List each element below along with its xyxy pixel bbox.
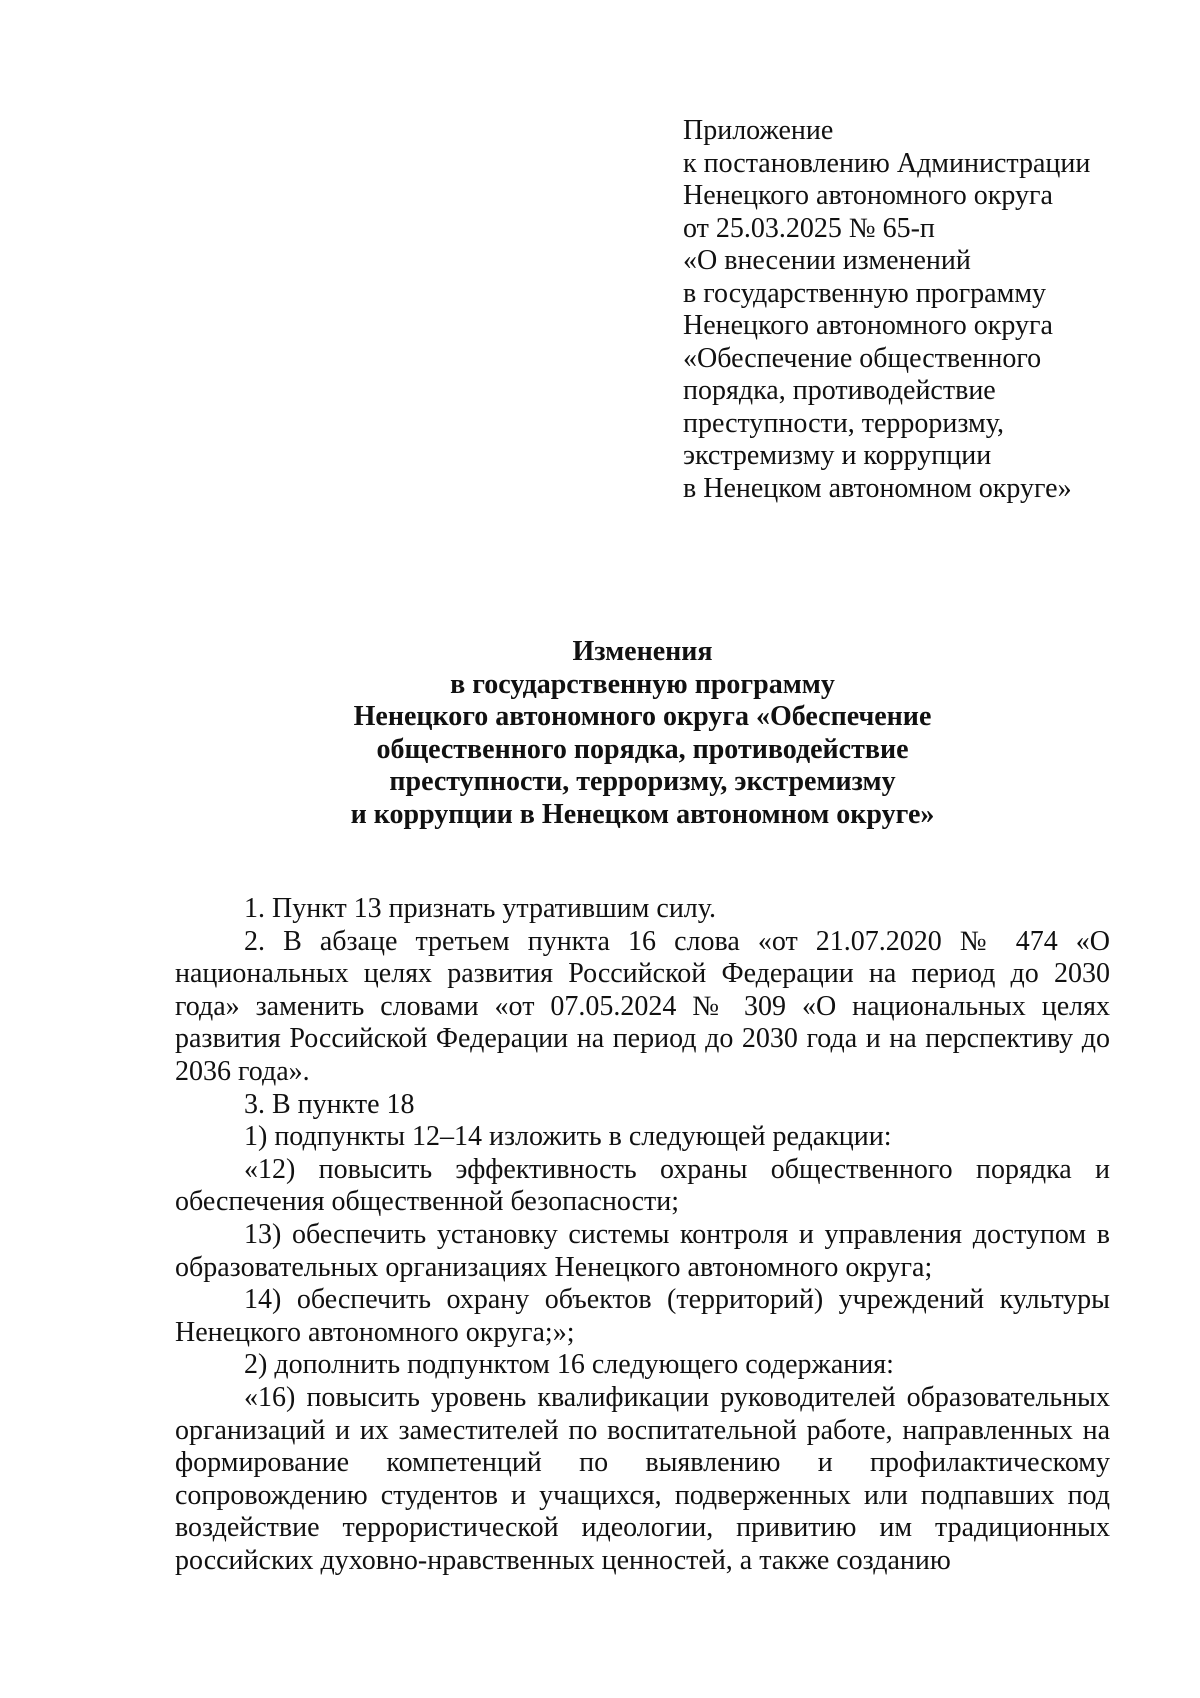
appendix-line: «Обеспечение общественного	[683, 342, 1042, 374]
title-line: Ненецкого автономного округа «Обеспечение	[353, 701, 932, 732]
appendix-line: преступности, терроризму,	[683, 407, 1004, 439]
title-line: и коррупции в Ненецком автономном округе»	[350, 798, 935, 830]
appendix-line: порядка, противодействие	[683, 375, 996, 406]
paragraph: «12) повысить эффективность охраны общественного порядка и обеспечения общественной безопасности;	[175, 1153, 1110, 1218]
paragraph: 2) дополнить подпунктом 16 следующего содержания:	[244, 1349, 894, 1381]
appendix-line: Приложение	[683, 115, 834, 146]
document-body	[175, 893, 1110, 1577]
document-title	[175, 636, 1110, 831]
appendix-line: Ненецкого автономного округа	[683, 310, 1053, 341]
paragraph: 1. Пункт 13 признать утратившим силу.	[244, 893, 716, 924]
title-line: преступности, терроризму, экстремизму	[389, 766, 896, 797]
appendix-line: в Ненецком автономном округе»	[683, 472, 1072, 504]
paragraph: 2. В абзаце третьем пункта 16 слова «от 21.07.2020 № 474 «О национальных целях развития Российской Федерации на период до 2030 года» заменить словами «от 07.05.2024 № 309 «О национальных целях развития Российской Федерации на период до 2030 года и на перспективу до 2036 года».	[175, 925, 1110, 1087]
appendix-line: к постановлению Администрации	[683, 147, 1091, 179]
appendix-line: в государственную программу	[683, 277, 1047, 309]
paragraph: 1) подпункты 12–14 изложить в следующей редакции:	[244, 1121, 892, 1153]
appendix-line: «О внесении изменений	[683, 245, 971, 276]
appendix-line: Ненецкого автономного округа	[683, 180, 1053, 211]
paragraph: 14) обеспечить охрану объектов (территорий) учреждений культуры Ненецкого автономного округа;»;	[175, 1284, 1110, 1348]
appendix-line: от 25.03.2025 № 65-п	[683, 212, 935, 244]
title-line: общественного порядка, противодействие	[376, 733, 909, 765]
appendix-block	[683, 115, 1163, 505]
paragraph: 3. В пункте 18	[244, 1088, 415, 1120]
appendix-line: экстремизму и коррупции	[683, 440, 992, 471]
paragraph: 13) обеспечить установку системы контроля и управления доступом в образовательных организациях Ненецкого автономного округа;	[175, 1218, 1110, 1283]
title-line: Изменения	[572, 636, 713, 667]
title-line: в государственную программу	[450, 668, 835, 700]
paragraph: «16) повысить уровень квалификации руководителей образовательных организаций и их заместителей по воспитательной работе, направленных на формирование компетенций по выявлению и профилактическому сопровождению студентов и учащихся, подверженных или подпавших под воздействие террористической идеологии, привитию им традиционных российских духовно-нравственных ценностей, а также созданию	[175, 1381, 1110, 1576]
